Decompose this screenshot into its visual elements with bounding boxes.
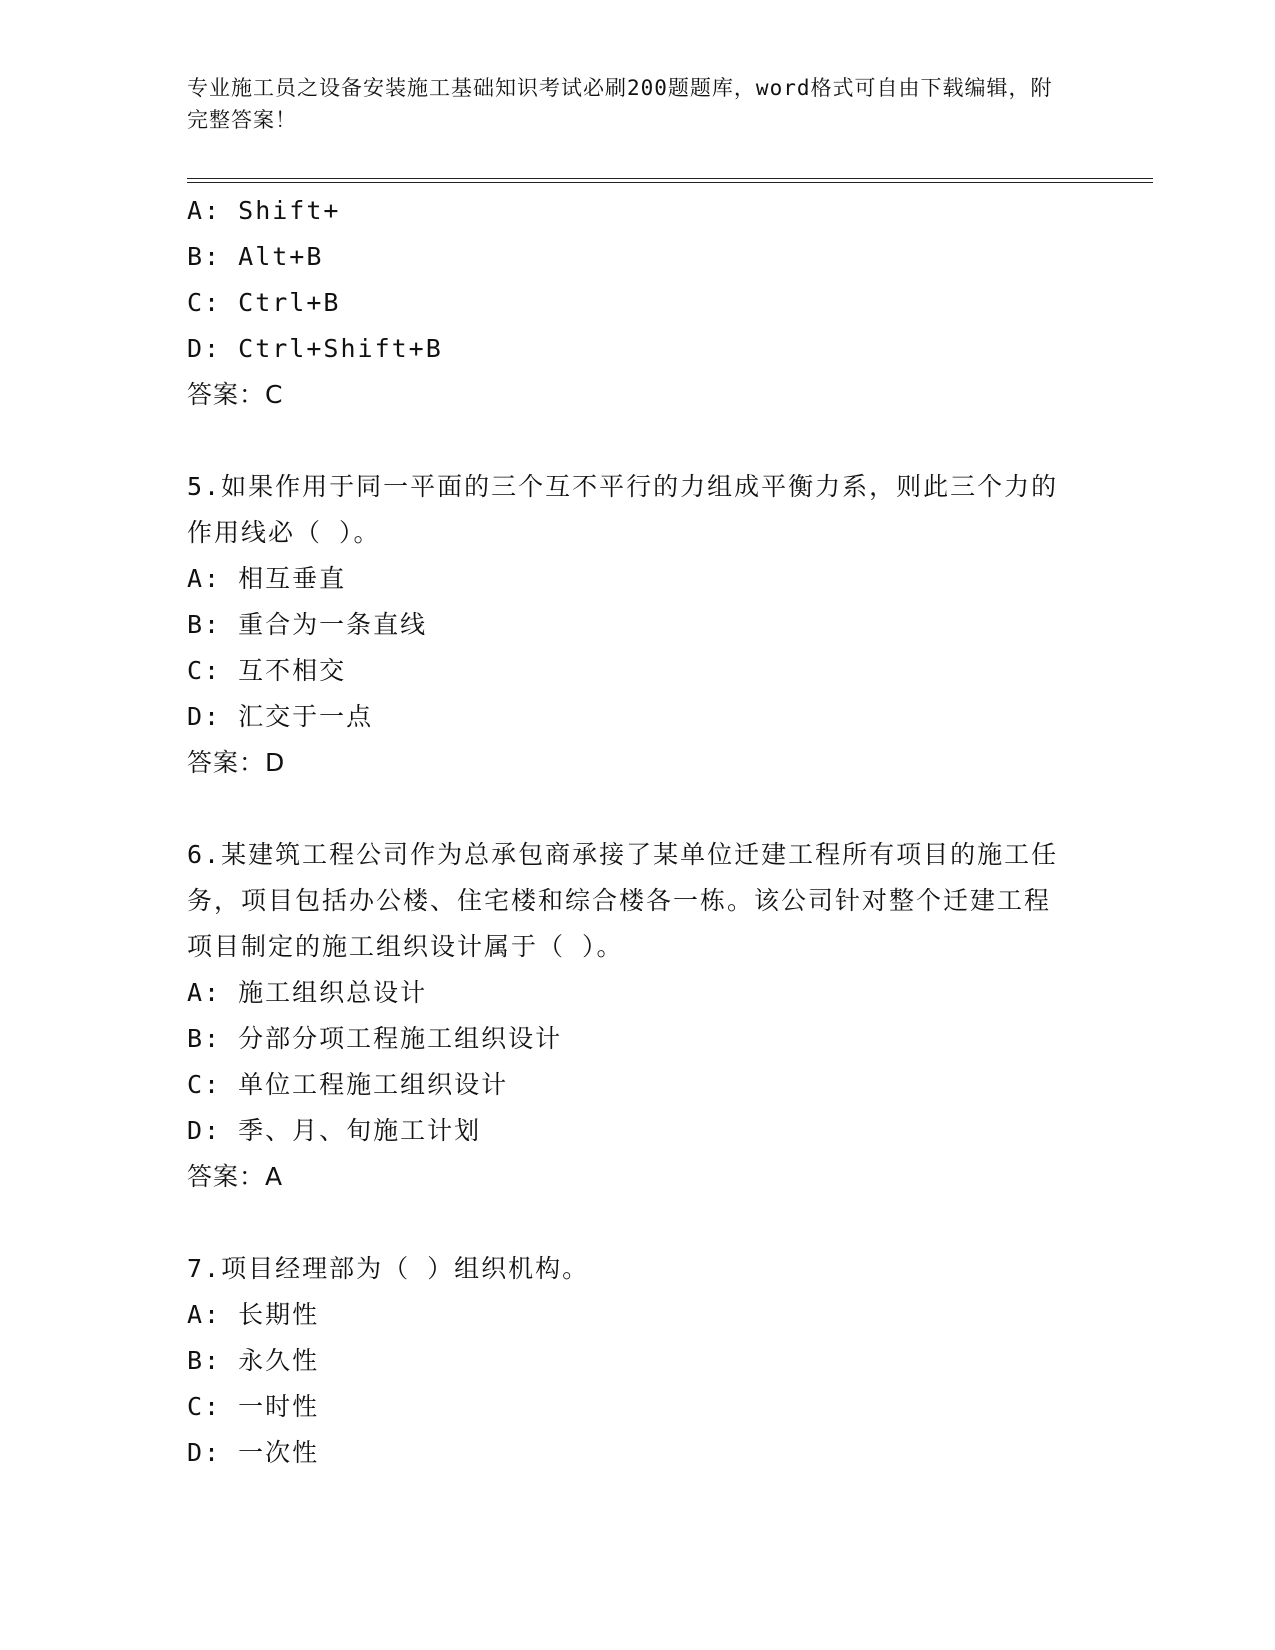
question-text: 6.某建筑工程公司作为总承包商承接了某单位迁建工程所有项目的施工任务，项目包括办公楼、住宅楼和综合楼各一栋。该公司针对整个迁建工程项目制定的施工组织设计属于（ ）。 bbox=[187, 840, 1059, 961]
header-rule-bottom bbox=[187, 182, 1153, 183]
question-6-block bbox=[187, 832, 1067, 1200]
spacer bbox=[187, 1200, 1067, 1246]
question-list bbox=[187, 188, 1067, 1476]
question-4-block bbox=[187, 188, 1067, 418]
question-text: 7.项目经理部为（ ）组织机构。 bbox=[187, 1254, 590, 1283]
question-5-block bbox=[187, 464, 1067, 786]
option-c: C: 互不相交 bbox=[187, 656, 347, 685]
question-text: 5.如果作用于同一平面的三个互不平行的力组成平衡力系，则此三个力的作用线必（ ）。 bbox=[187, 472, 1059, 547]
option-a: A: 相互垂直 bbox=[187, 564, 347, 593]
option-c: C: 单位工程施工组织设计 bbox=[187, 1070, 509, 1099]
spacer bbox=[187, 418, 1067, 464]
option-d: D: 汇交于一点 bbox=[187, 702, 374, 731]
option-a: A: Shift+ bbox=[187, 196, 341, 225]
option-b: B: 分部分项工程施工组织设计 bbox=[187, 1024, 563, 1053]
header-rule-top bbox=[187, 178, 1153, 179]
option-a: A: 长期性 bbox=[187, 1300, 320, 1329]
option-b: B: Alt+B bbox=[187, 242, 324, 271]
document-header: 专业施工员之设备安装施工基础知识考试必刷200题题库，word格式可自由下载编辑，附完整答案！ bbox=[187, 76, 1053, 132]
option-d: D: 一次性 bbox=[187, 1438, 320, 1467]
answer: 答案：D bbox=[187, 748, 286, 777]
option-a: A: 施工组织总设计 bbox=[187, 978, 428, 1007]
answer: 答案：A bbox=[187, 1162, 284, 1191]
option-d: D: Ctrl+Shift+B bbox=[187, 334, 443, 363]
option-b: B: 重合为一条直线 bbox=[187, 610, 428, 639]
option-b: B: 永久性 bbox=[187, 1346, 320, 1375]
spacer bbox=[187, 786, 1067, 832]
option-c: C: Ctrl+B bbox=[187, 288, 341, 317]
question-7-block bbox=[187, 1246, 1067, 1476]
option-d: D: 季、月、旬施工计划 bbox=[187, 1116, 482, 1145]
answer: 答案：C bbox=[187, 380, 284, 409]
option-c: C: 一时性 bbox=[187, 1392, 320, 1421]
